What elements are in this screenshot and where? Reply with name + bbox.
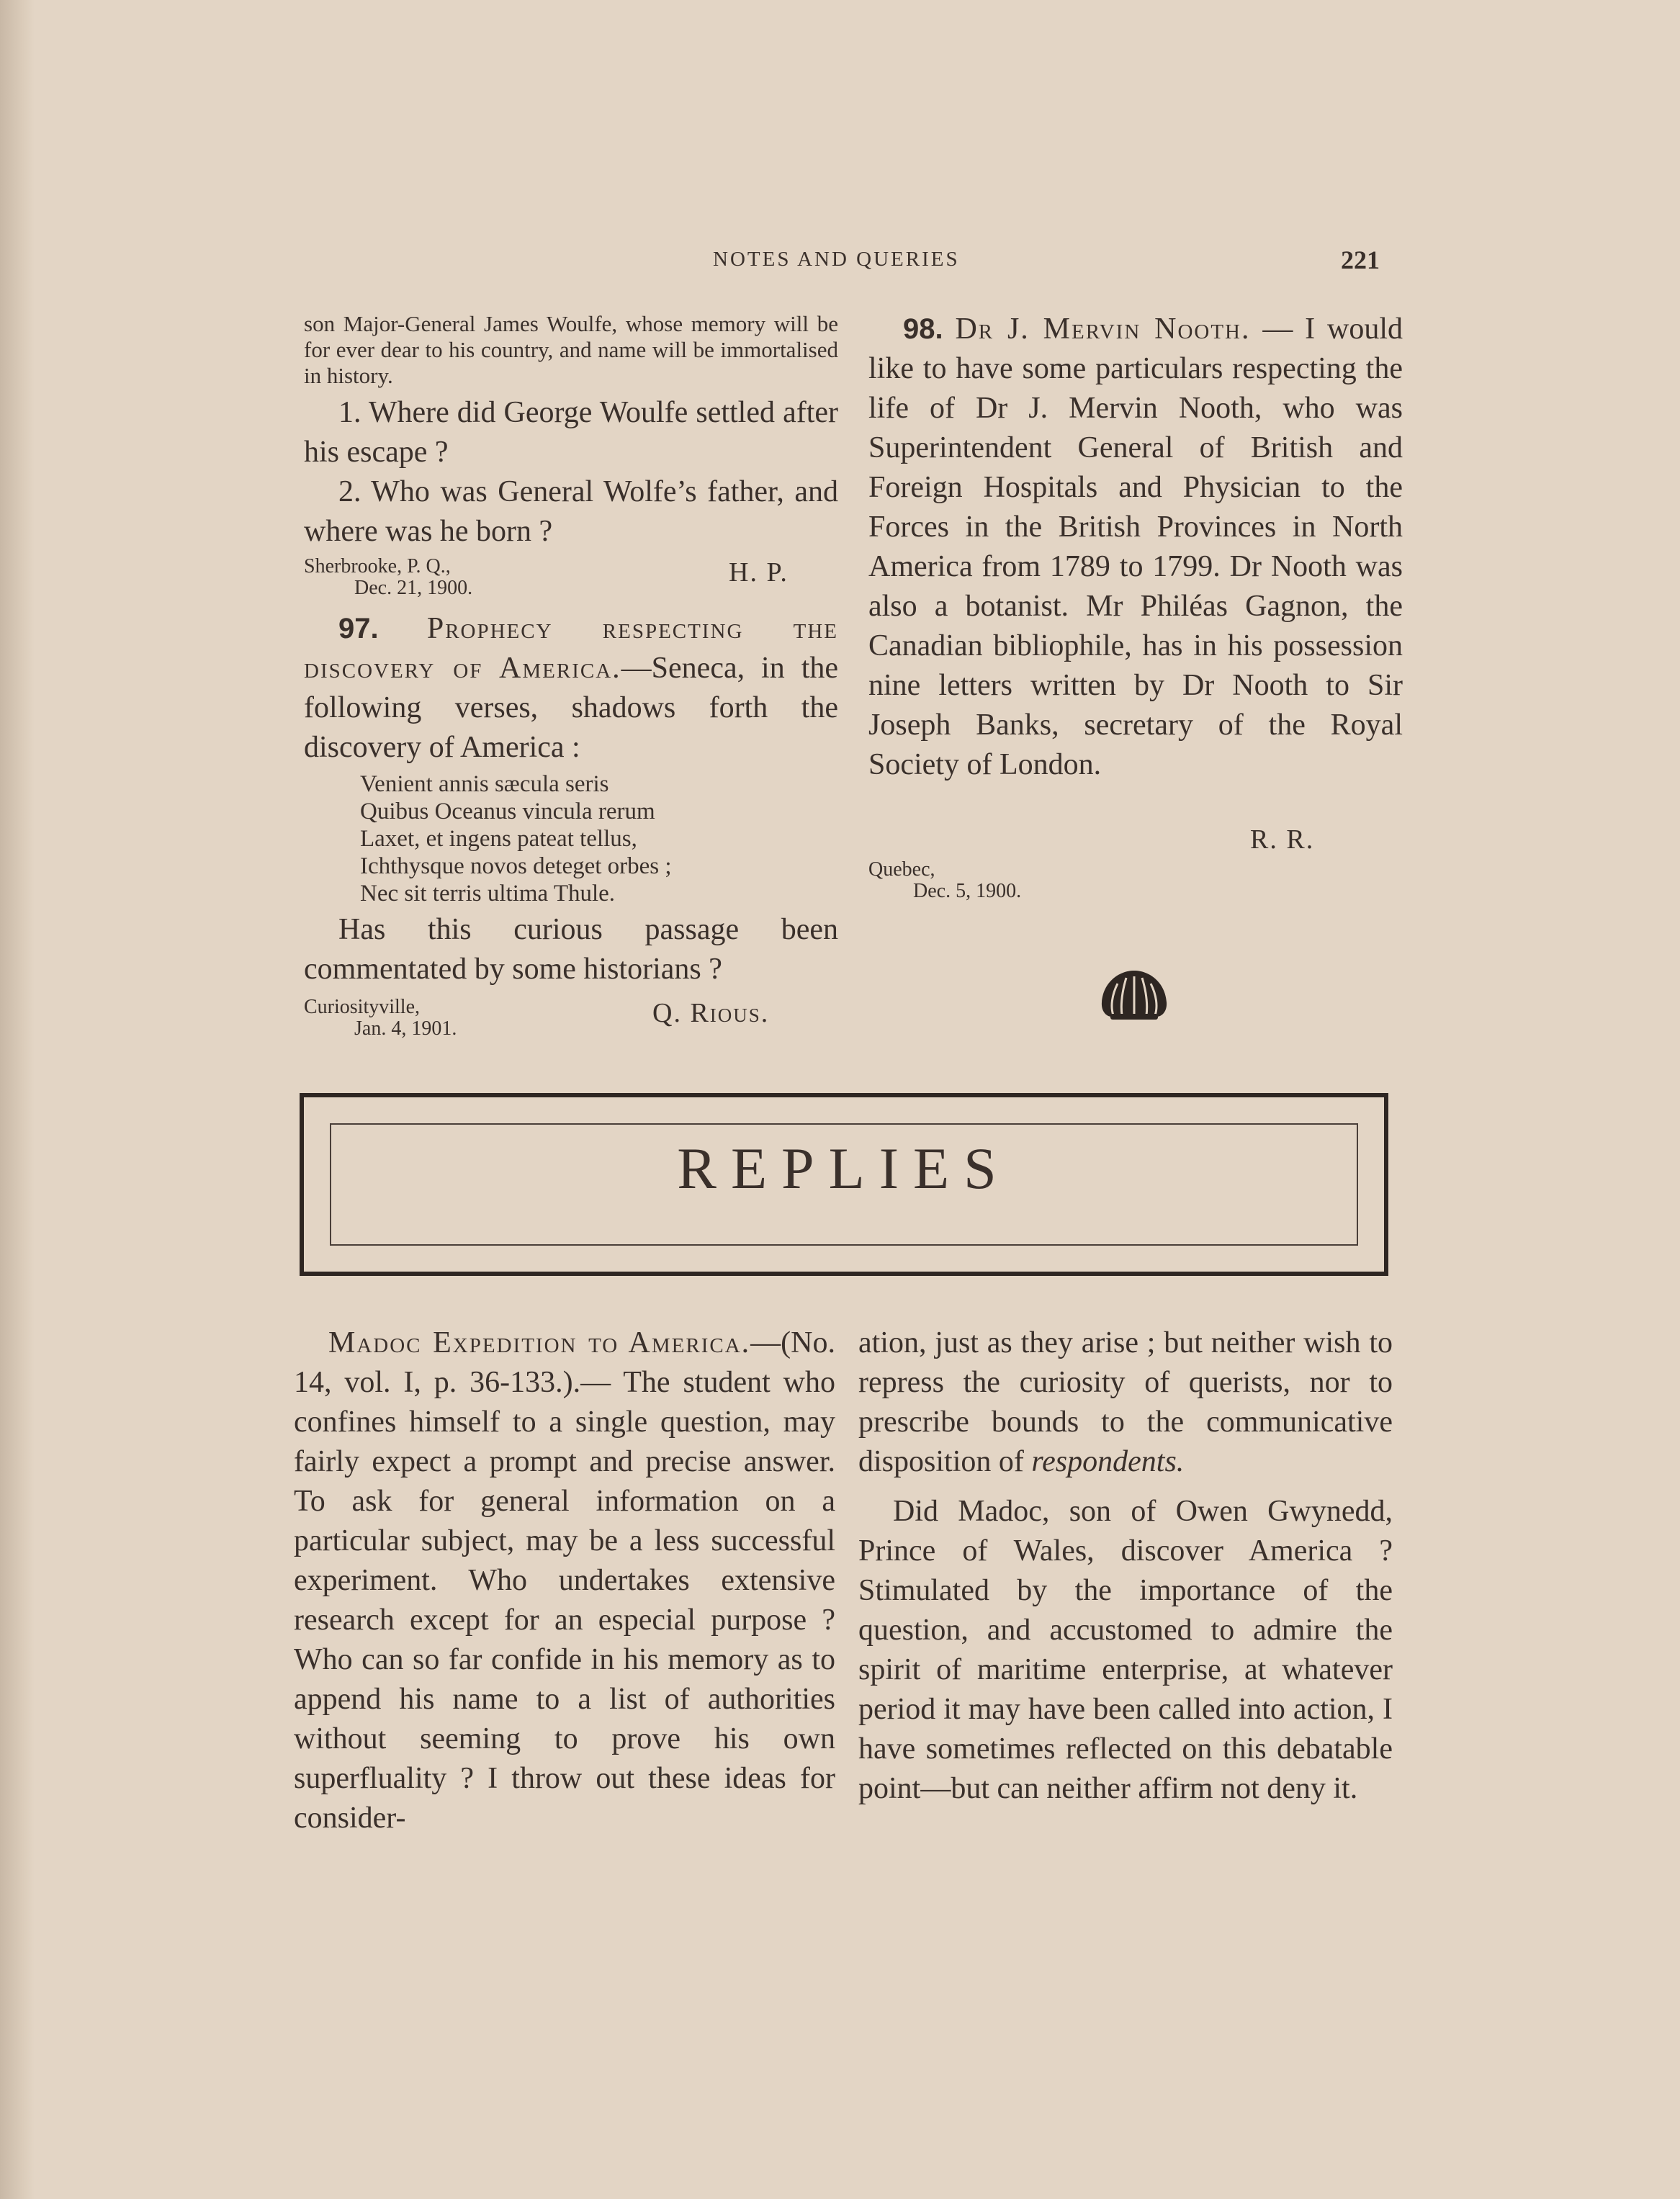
right-query-column [868,310,1403,910]
reply-italic-word: respondents. [1031,1445,1185,1478]
left-query-column [304,311,838,1048]
query-text: — I would like to have some particulars respecting the life of Dr J. Mervin Nooth, who was Superintendent General of British and Foreign Hospitals and Physician to the Forces in the British Provinces in North America from 1789 to 1799. Dr Nooth was also a botanist. Mr Philéas Gagnon, the Canadian bibliophile, has in his possession nine letters written by Dr Nooth to Sir Joseph Banks, secretary of the Royal Society of London. [868,312,1403,781]
verse-line: Venient annis sæcula seris [360,771,609,797]
signature-place: Quebec, [868,858,935,881]
query-number: 98. [903,313,943,345]
madoc-reply-part-2 [858,1323,1393,1482]
query-number: 97. [338,613,379,644]
signature-place: Curiosityville, [304,996,420,1018]
signature-name: H. P. [729,557,789,588]
ornament-icon [1097,966,1171,1022]
verse-line: Nec sit terris ultima Thule. [360,881,616,907]
madoc-reply-part-3: Did Madoc, son of Owen Gwynedd, Prince of Wales, discover America ? Stimulated by the importance of the question, and accustomed to admire the spirit of maritime enterprise, at whatever period it may have been called into action, I have sometimes reflected on this debatable point—but can neither affirm not deny it. [858,1495,1393,1805]
verse-line: Laxet, et ingens pateat tellus, [360,826,637,852]
signature-q-rious [304,997,838,1048]
query-97 [304,609,838,768]
reply-title: Madoc Expedition to America. [328,1326,751,1359]
query-text: —Seneca, in the following verses, shadows forth the discovery of America : [304,652,839,764]
signature-date: Dec. 21, 1900. [354,577,473,599]
madoc-reply-part-1 [294,1323,835,1838]
replies-heading-box [300,1093,1388,1276]
signature-hp [304,556,838,608]
verse-line: Quibus Oceanus vincula rerum [360,799,655,824]
signature-place: Sherbrooke, P. Q., [304,555,451,577]
question-1: 1. Where did George Woulfe settled after his escape ? [304,396,838,469]
query-title: Prophecy respecting the discovery of America. [304,612,839,685]
signature-rr [868,824,1403,910]
verse-line: Ichthysque novos deteget orbes ; [360,853,672,879]
page-header [0,248,1680,276]
reply-left-column [294,1323,835,1838]
reply-text: ation, just as they arise ; but neither wish to repress the curiosity of querists, nor to prescribe bounds to the communicative disposition of [858,1326,1393,1478]
reply-right-column [858,1323,1393,1809]
replies-heading: REPLIES [677,1136,1011,1201]
question-2: 2. Who was General Wolfe’s father, and where was he born ? [304,475,838,548]
signature-name: R. R. [1250,824,1315,855]
signature-name: Q. Rious. [652,998,770,1028]
page-gutter-shadow [0,0,35,2199]
query-title: Dr J. Mervin Nooth. [955,312,1251,346]
signature-date: Dec. 5, 1900. [913,880,1022,902]
reply-reference: —(No. 14, vol. I, p. 36-133.).— [294,1326,835,1399]
page-number: 221 [1341,246,1380,274]
reply-text: The student who confines himself to a single question, may fairly expect a prompt and precise answer. To ask for general information on a particular subject, may be a less successful experiment. Who undertakes extensive research except for an especial purpose ? Who can so far confide in his memory as to append his name to a list of authorities without seeming to prove his own superfluality ? I throw out these ideas for consider- [294,1366,835,1835]
signature-date: Jan. 4, 1901. [354,1017,457,1040]
running-head: NOTES AND QUERIES [713,248,960,271]
query-97-closing: Has this curious passage been commentated by some historians ? [304,913,838,986]
woulfe-query-ending: son Major-General James Woulfe, whose memory will be for ever dear to his country, and name will be immortalised in history. [304,311,838,388]
seneca-verse [304,770,838,907]
query-98 [868,310,1403,785]
